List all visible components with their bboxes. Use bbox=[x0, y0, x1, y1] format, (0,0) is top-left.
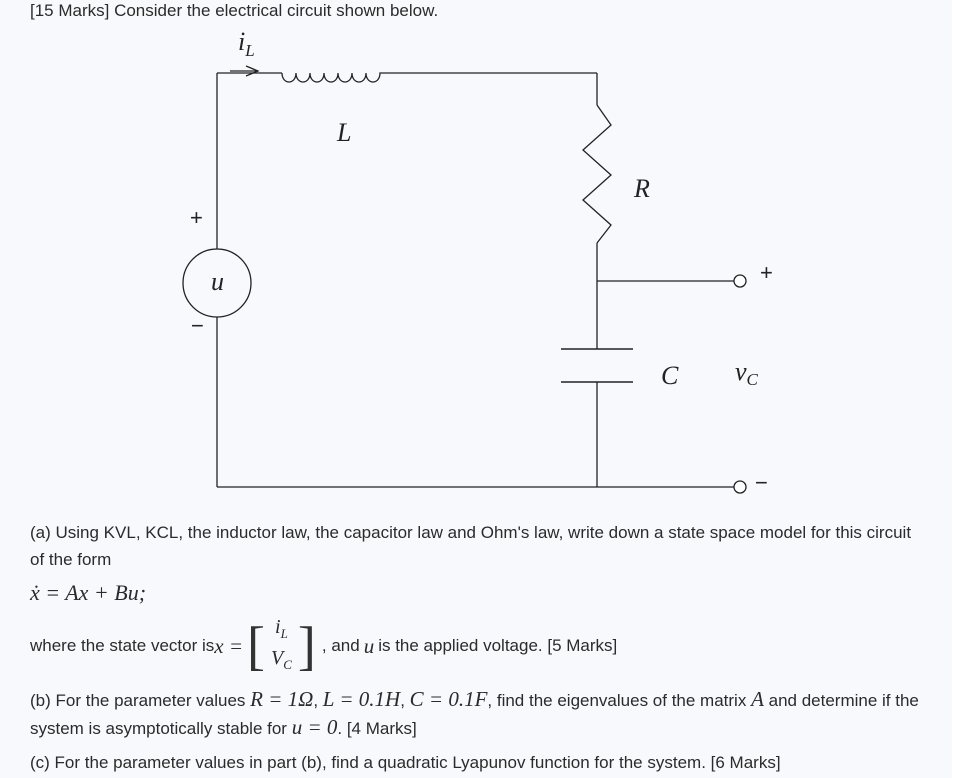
current-label: $i_L$ bbox=[238, 27, 255, 60]
state-space-equation: ẋ = Ax + Bu; bbox=[30, 580, 147, 605]
output-minus-sign: − bbox=[755, 470, 768, 495]
part-c-text: (c) For the parameter values in part (b), find a quadratic Lyapunov function for the system. [6 Marks] bbox=[30, 753, 781, 772]
resistor-label: R bbox=[634, 174, 650, 203]
where-mid: , and bbox=[321, 636, 360, 655]
part-b-stability-text: and determine if the system is asymptotically stable for bbox=[30, 691, 919, 738]
vector-entry-il: $i_L$ bbox=[275, 616, 288, 641]
question-header: [15 Marks] Consider the electrical circuit shown below. bbox=[30, 1, 439, 20]
inductor-coil bbox=[282, 73, 390, 82]
state-vector-line bbox=[30, 614, 617, 678]
param-c: C = 0.1F bbox=[409, 687, 488, 711]
part-b-sep-1: , bbox=[313, 691, 323, 710]
state-vector bbox=[247, 615, 316, 677]
capacitor-label: C bbox=[661, 361, 679, 390]
matrix-a: A bbox=[751, 687, 764, 711]
source-label: u bbox=[211, 267, 224, 296]
where-suffix: is the applied voltage. [5 Marks] bbox=[378, 636, 618, 655]
part-b-marks: . [4 Marks] bbox=[337, 719, 417, 738]
output-plus-terminal bbox=[734, 275, 746, 287]
vector-entry-vc: $V_C$ bbox=[271, 647, 292, 672]
output-plus-sign: + bbox=[760, 260, 773, 285]
right-bracket: ] bbox=[297, 616, 316, 676]
part-b-intro: (b) For the parameter values bbox=[30, 691, 251, 710]
where-prefix: where the state vector is bbox=[30, 636, 215, 655]
inductor-label: L bbox=[337, 118, 352, 147]
part-a-text: (a) Using KVL, KCL, the inductor law, the capacitor law and Ohm's law, write down a state space model for this circuit of the form bbox=[30, 523, 912, 569]
param-l: L = 0.1H bbox=[322, 687, 401, 711]
source-minus-sign: − bbox=[191, 313, 204, 338]
output-minus-terminal bbox=[734, 481, 746, 493]
source-plus-sign: + bbox=[190, 205, 203, 230]
left-bracket: [ bbox=[247, 616, 265, 676]
input-zero: u = 0 bbox=[291, 715, 338, 739]
resistor-zigzag bbox=[583, 105, 611, 243]
state-vector-entries bbox=[265, 615, 298, 677]
state-vector-lhs: x = bbox=[214, 633, 244, 658]
param-r: R = 1Ω bbox=[250, 687, 314, 711]
part-b-eigen-text: , find the eigenvalues of the matrix bbox=[487, 691, 752, 710]
output-voltage-label: vC bbox=[735, 357, 758, 389]
part-b-text bbox=[30, 686, 930, 742]
part-b-sep-2: , bbox=[400, 691, 410, 710]
where-var: u bbox=[363, 633, 375, 658]
